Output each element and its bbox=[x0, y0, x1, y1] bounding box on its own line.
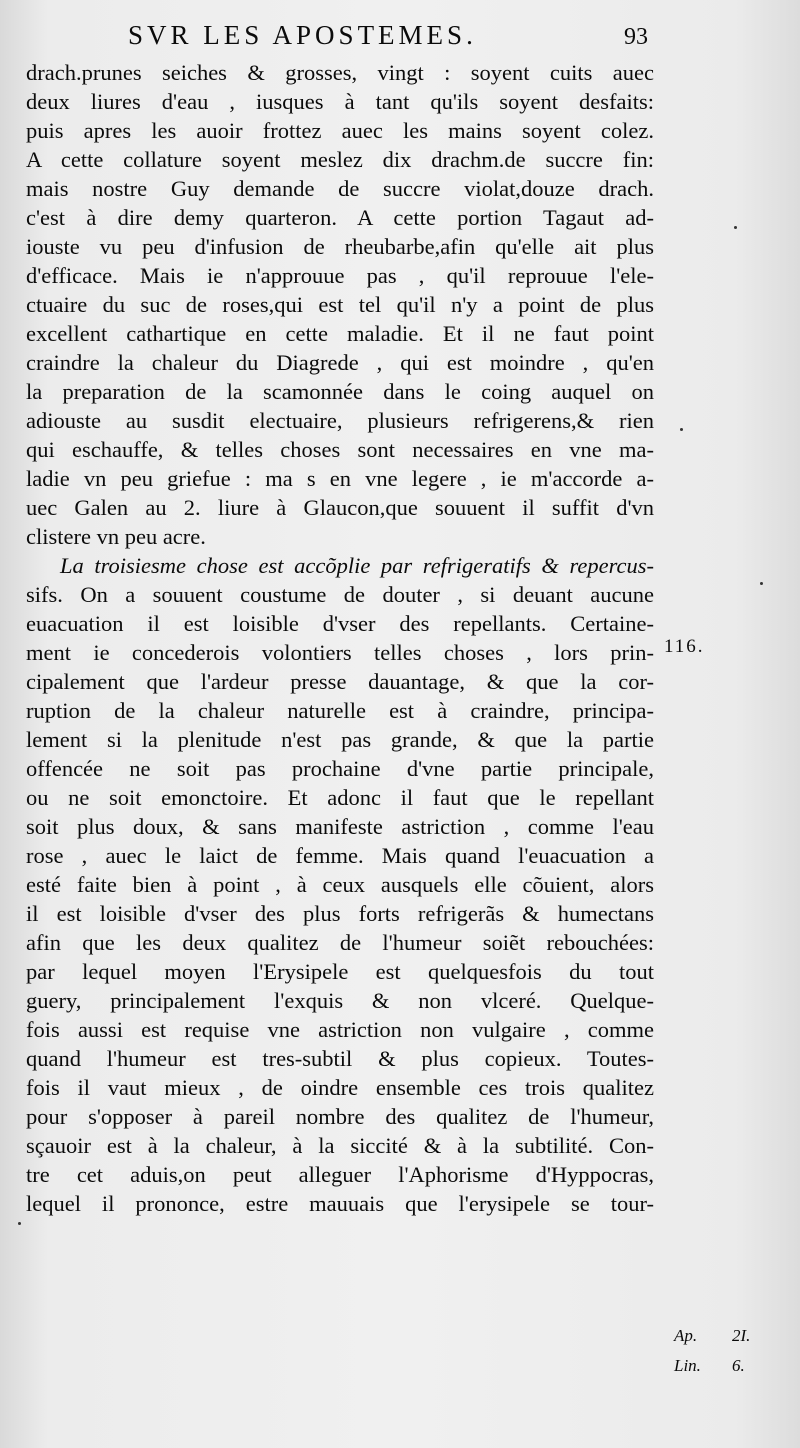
text-line: iouste vu peu d'infusion de rheubarbe,afin qu'elle ait plus bbox=[26, 234, 654, 259]
text-line: d'efficace. Mais ie n'approuue pas , qu'il reprouue l'ele- bbox=[26, 263, 654, 288]
margin-note-116: 116. bbox=[664, 636, 705, 657]
text-line: cipalement que l'ardeur presse dauantage, & que la cor- bbox=[26, 669, 654, 694]
text-line: ou ne soit emonctoire. Et adonc il faut que le repellant bbox=[26, 785, 654, 810]
text-line: guery, principalement l'exquis & non vlceré. Quelque- bbox=[26, 988, 654, 1013]
text-line: mais nostre Guy demande de succre violat,douze drach. bbox=[26, 176, 654, 201]
margin-note-ap-number: 2I. bbox=[732, 1326, 751, 1345]
text-line: ruption de la chaleur naturelle est à craindre, principa- bbox=[26, 698, 654, 723]
margin-note-lin: Lin. bbox=[674, 1356, 701, 1375]
text-line: excellent cathartique en cette maladie. Et il ne faut point bbox=[26, 321, 654, 346]
ink-speck bbox=[680, 428, 683, 431]
text-line: ladie vn peu griefue : ma s en vne legere , ie m'accorde a- bbox=[26, 466, 654, 491]
text-line: afin que les deux qualitez de l'humeur soiẽt rebouchées: bbox=[26, 930, 654, 955]
text-line: sçauoir est à la chaleur, à la siccité & à la subtilité. Con- bbox=[26, 1133, 654, 1158]
text-line: qui eschauffe, & telles choses sont necessaires en vne ma- bbox=[26, 437, 654, 462]
text-line: uec Galen au 2. liure à Glaucon,que souuent il suffit d'vn bbox=[26, 495, 654, 520]
text-line: deux liures d'eau , iusques à tant qu'ils soyent desfaits: bbox=[26, 89, 654, 114]
text-line: il est loisible d'vser des plus forts refrigerãs & humectans bbox=[26, 901, 654, 926]
text-line: quand l'humeur est tres-subtil & plus copieux. Toutes- bbox=[26, 1046, 654, 1071]
text-line: tre cet aduis,on peut alleguer l'Aphorisme d'Hyppocras, bbox=[26, 1162, 654, 1187]
text-line: drach.prunes seiches & grosses, vingt : soyent cuits auec bbox=[26, 60, 654, 85]
text-line: c'est à dire demy quarteron. A cette portion Tagaut ad- bbox=[26, 205, 654, 230]
text-line: A cette collature soyent meslez dix drachm.de succre fin: bbox=[26, 147, 654, 172]
text-line: sifs. On a souuent coustume de douter , si deuant aucune bbox=[26, 582, 654, 607]
text-line: lequel il prononce, estre mauuais que l'erysipele se tour- bbox=[26, 1191, 654, 1216]
text-line: rose , auec le laict de femme. Mais quand l'euacuation a bbox=[26, 843, 654, 868]
text-line: pour s'opposer à pareil nombre des qualitez de l'humeur, bbox=[26, 1104, 654, 1129]
text-line: adiouste au susdit electuaire, plusieurs refrigerens,& rien bbox=[26, 408, 654, 433]
text-line: ctuaire du suc de roses,qui est tel qu'il n'y a point de plus bbox=[26, 292, 654, 317]
margin-note-lin-number: 6. bbox=[732, 1356, 745, 1375]
text-line: craindre la chaleur du Diagrede , qui est moindre , qu'en bbox=[26, 350, 654, 375]
text-line: puis apres les auoir frottez auec les mains soyent colez. bbox=[26, 118, 654, 143]
paragraph-lead-line: La troisiesme chose est accõplie par refrigeratifs & repercus- bbox=[60, 553, 654, 578]
text-line: offencée ne soit pas prochaine d'vne partie principale, bbox=[26, 756, 654, 781]
text-line: clistere vn peu acre. bbox=[26, 524, 206, 549]
text-line: la preparation de la scamonnée dans le coing auquel on bbox=[26, 379, 654, 404]
text-line: par lequel moyen l'Erysipele est quelquesfois du tout bbox=[26, 959, 654, 984]
text-line: lement si la plenitude n'est pas grande, & que la partie bbox=[26, 727, 654, 752]
page-number: 93 bbox=[624, 24, 648, 50]
text-line: soit plus doux, & sans manifeste astriction , comme l'eau bbox=[26, 814, 654, 839]
text-line: fois il vaut mieux , de oindre ensemble ces trois qualitez bbox=[26, 1075, 654, 1100]
body-text bbox=[26, 58, 654, 1218]
text-line: ment ie concederois volontiers telles choses , lors prin- bbox=[26, 640, 654, 665]
page-header bbox=[0, 14, 800, 54]
running-title: SVR LES APOSTEMES. bbox=[128, 20, 477, 50]
text-line: fois aussi est requise vne astriction non vulgaire , comme bbox=[26, 1017, 654, 1042]
ink-speck bbox=[18, 1222, 21, 1225]
ink-speck bbox=[734, 226, 737, 229]
ink-speck bbox=[760, 582, 763, 585]
text-line: euacuation il est loisible d'vser des repellants. Certaine- bbox=[26, 611, 654, 636]
text-line: esté faite bien à point , à ceux ausquels elle cõuient, alors bbox=[26, 872, 654, 897]
margin-note-ap: Ap. bbox=[674, 1326, 698, 1345]
